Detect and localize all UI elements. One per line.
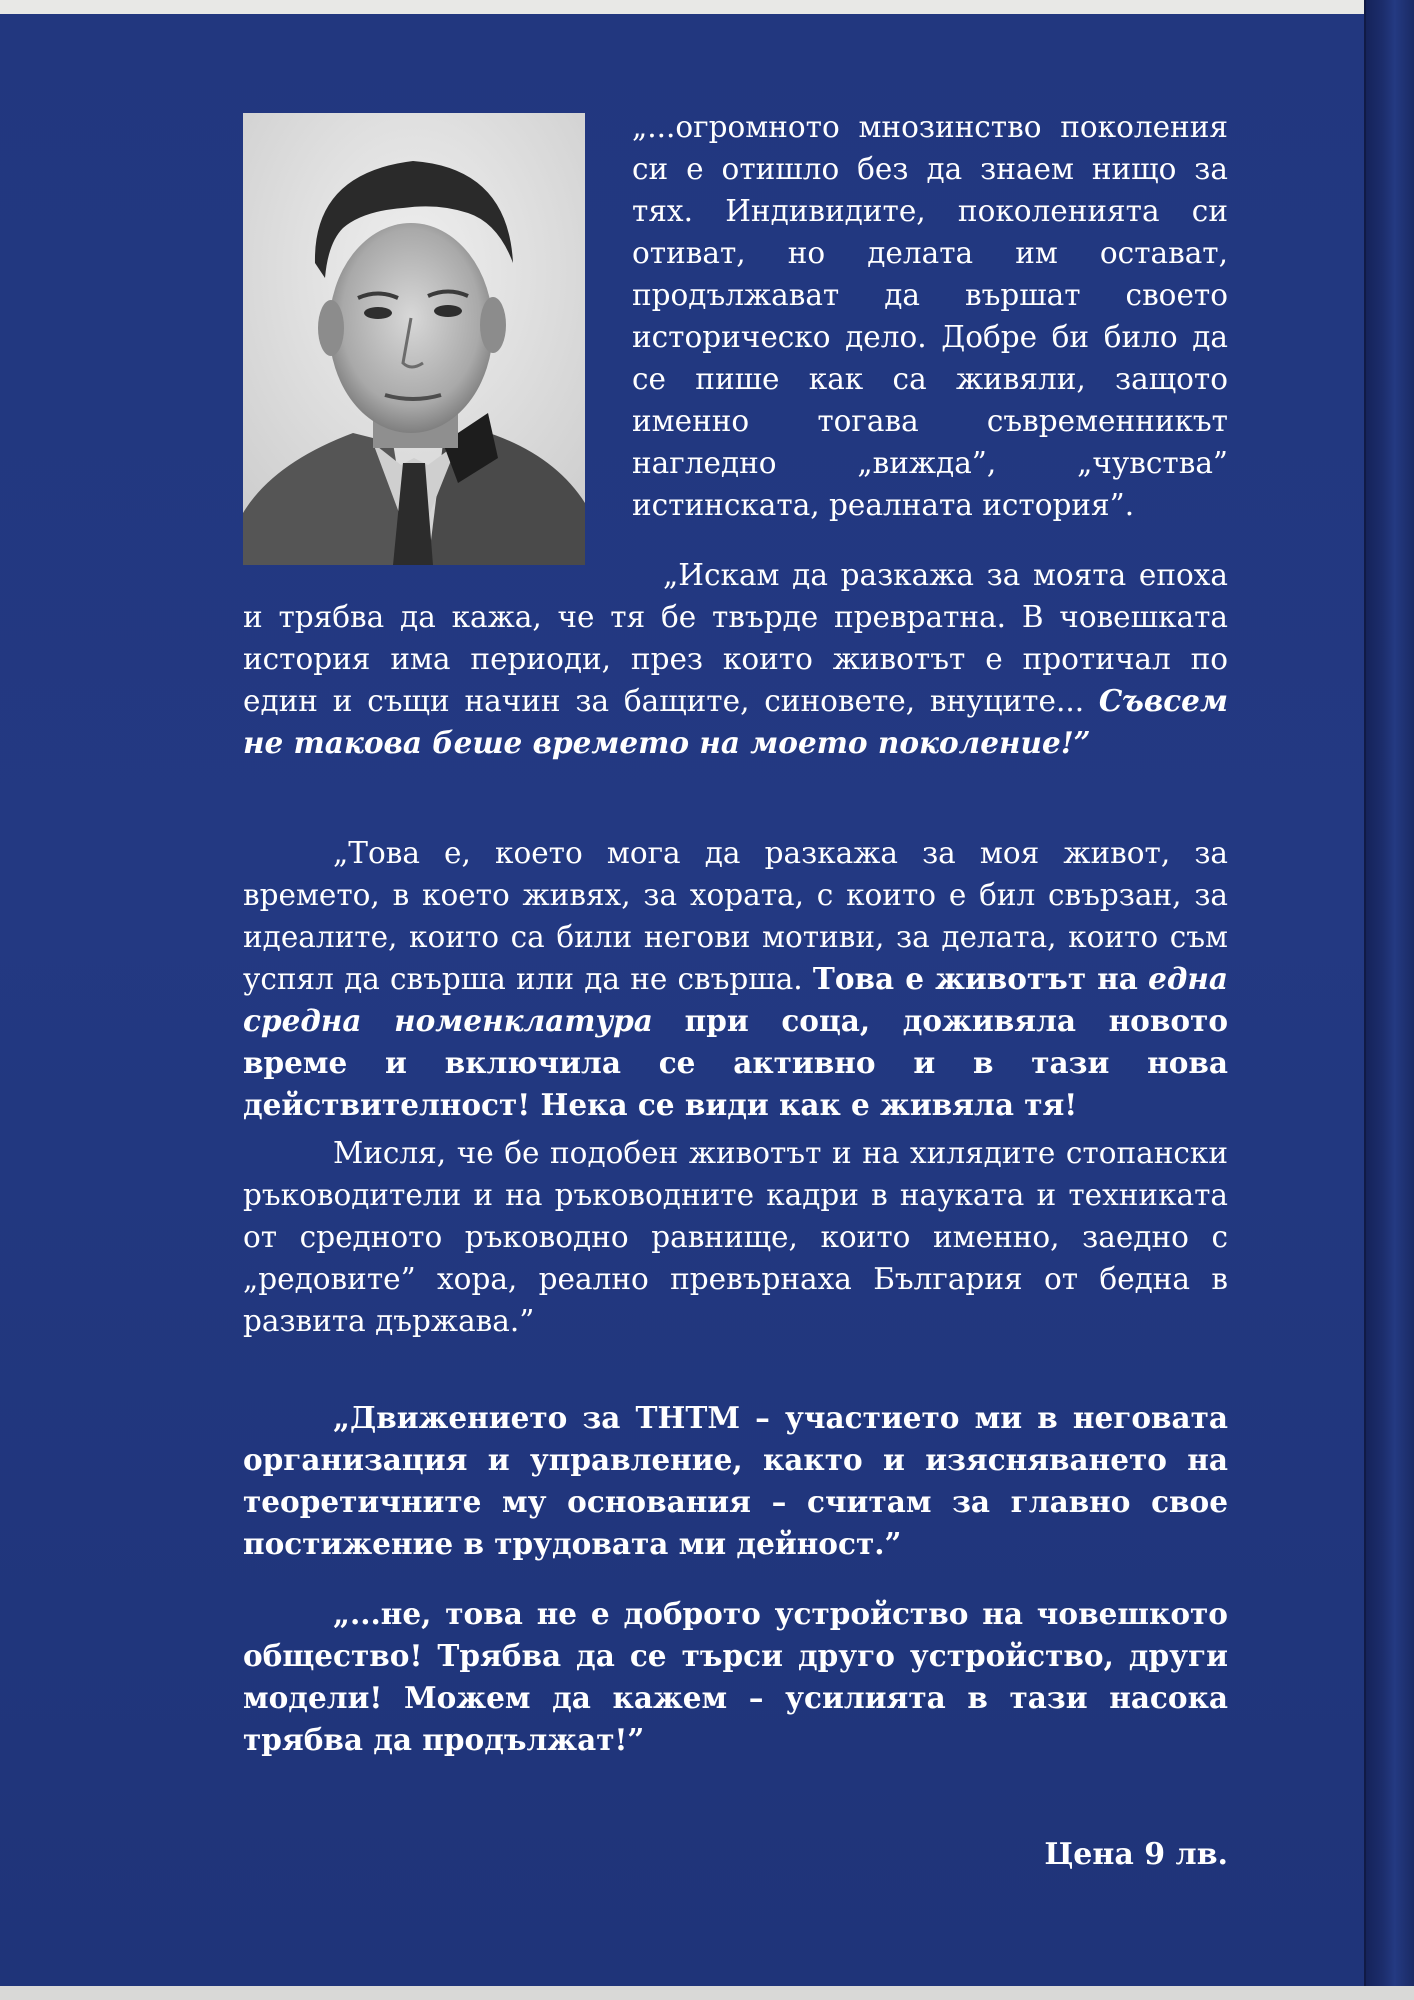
quote-tntm-movement xyxy=(243,1397,1228,1565)
quote-society-structure-text: „...не, това не е доброто устройство на човешкото общество! Трябва да се търси друго устройство, други модели! Можем да кажем – усилията в тази насока трябва да продължат!” xyxy=(243,1596,1228,1757)
quote-economic-leaders xyxy=(243,1132,1228,1342)
book-spine xyxy=(1364,0,1414,2000)
price-label: Цена 9 лв. xyxy=(1044,1837,1228,1872)
quote-economic-leaders-text: Мисля, че бе подобен животът и на хилядите стопански ръководители и на ръководните кадри в науката и техниката от средното ръководно равнище, които именно, заедно с „редовите” хора, реално превърнаха България от бедна в развита държава.” xyxy=(243,1136,1228,1338)
quote-history-generations: „...огромното мнозинство поколения си е отишло без да знаем нищо за тях. Индивидите, поколенията си отиват, но делата им остават, продължават да вършат своето историческо дело. Добре би било да се пише как са живяли, защото именно тогава съвременникът нагледно „вижда”, „чувства” истинската, реалната история”. xyxy=(632,110,1228,522)
quote-my-epoch-text: „Искам да разкажа за моята епоха и трябва да кажа, че тя бе твърде превратна. В човешката история има периоди, през които животът е протичал по един и същи начин за бащите, синовете, внуците... xyxy=(243,558,1228,718)
quote-my-life-bold-1: Това е животът на xyxy=(812,961,1138,996)
author-portrait-photo xyxy=(243,113,585,565)
page-top-edge xyxy=(0,0,1414,14)
portrait-icon xyxy=(243,113,585,565)
page-bottom-edge xyxy=(0,1986,1414,2000)
quote-my-life-bold-italic: една средна номенклатура xyxy=(243,961,1228,1038)
quote-my-epoch-emphasis: Съвсем не такова беше времето на моето поколение!” xyxy=(243,683,1228,760)
quote-my-life-bold-2: при соца, доживяла новото време и включила се активно и в тази нова действителност! Нека се види как е живяла тя! xyxy=(243,1003,1228,1122)
quote-my-life-text: „Това е, което мога да разкажа за моя живот, за времето, в което живях, за хората, с които е бил свързан, за идеалите, които са били негови мотиви, за делата, които съм успял да свърша или да не свърша. xyxy=(243,836,1228,996)
quote-society-structure xyxy=(243,1593,1228,1761)
quote-my-life xyxy=(243,832,1228,1126)
quote-my-epoch xyxy=(243,554,1228,764)
quote-tntm-movement-text: „Движението за ТНТМ – участието ми в неговата организация и управление, както и изясняването на теоретичните му основания – считам за главно свое постижение в трудовата ми дейност.” xyxy=(243,1400,1228,1561)
